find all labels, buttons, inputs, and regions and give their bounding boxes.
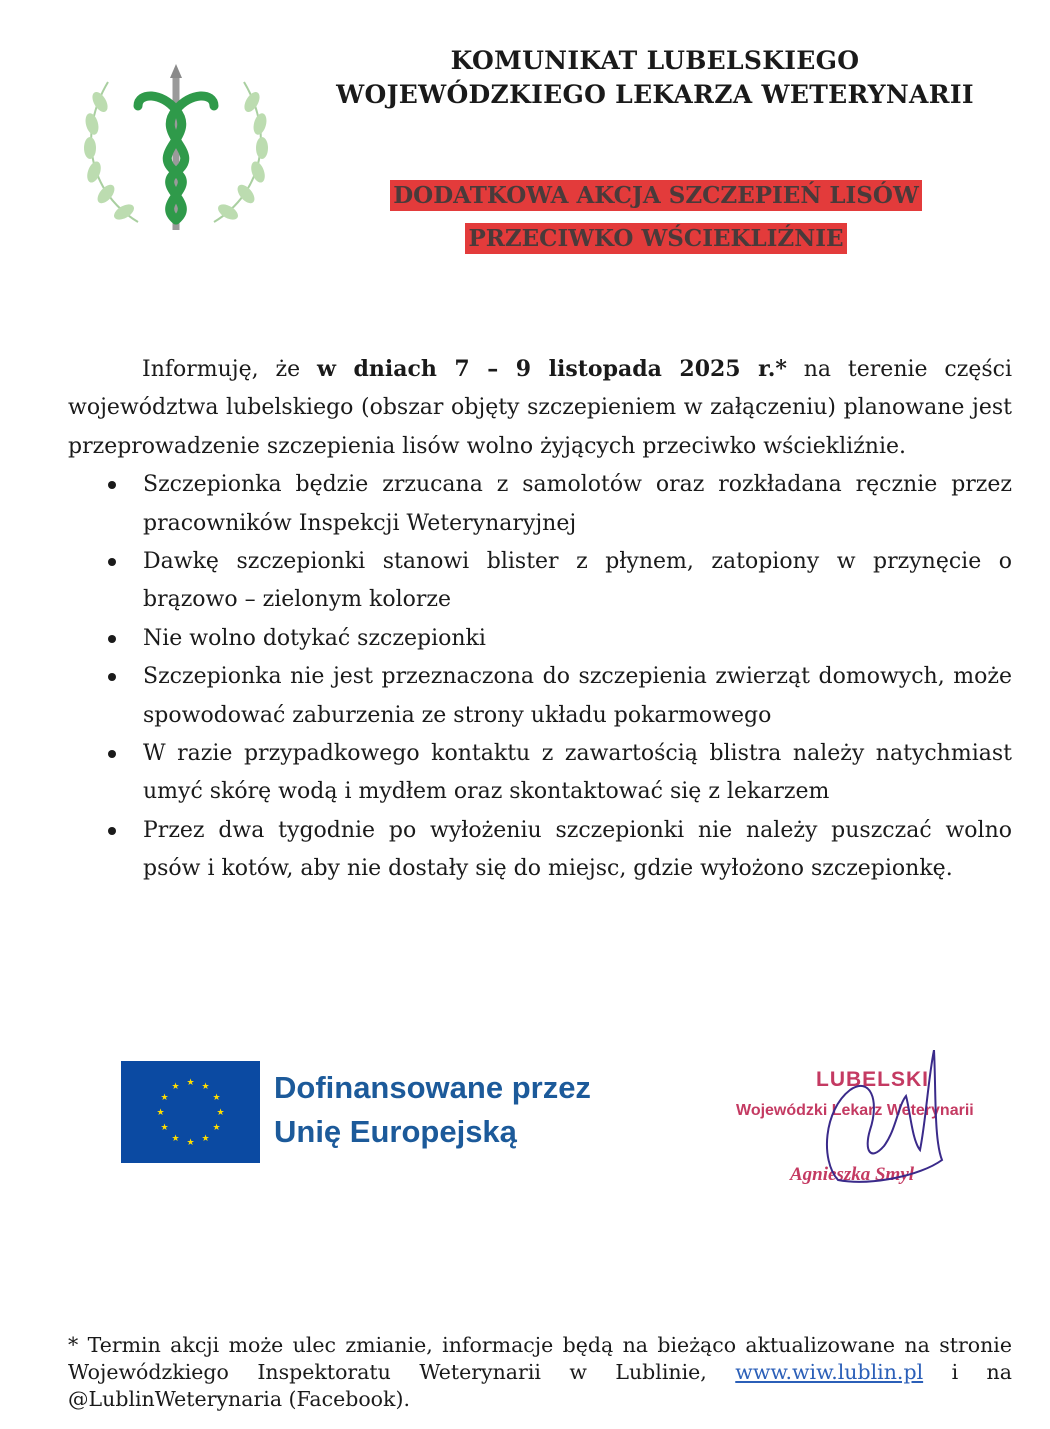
eu-star-icon: ★ xyxy=(186,1138,195,1148)
intro-dates: w dniach 7 – 9 listopada 2025 r.* xyxy=(317,356,787,382)
eu-line-1: Dofinansowane przez xyxy=(274,1070,591,1105)
stamp-line-3: Agnieszka Smyl xyxy=(790,1164,915,1185)
intro-paragraph xyxy=(68,350,1012,466)
banner-line-2: PRZECIWKO WŚCIEKLIŹNIE xyxy=(465,223,846,254)
title-line-2: WOJEWÓDZKIEGO LEKARZA WETERYNARII xyxy=(336,80,974,109)
eu-star-icon: ★ xyxy=(186,1078,195,1088)
announcement-body xyxy=(68,350,1012,889)
list-item: Nie wolno dotykać szczepionki xyxy=(68,620,1012,658)
footnote-text: * Termin akcji może ulec zmianie, informacje będą na bieżąco aktualizowane na stronie Wojewódzkiego Inspektoratu Weterynarii w Lublinie, xyxy=(68,1333,1012,1384)
handwritten-signature xyxy=(720,1050,1020,1200)
list-item: Przez dwa tygodnie po wyłożeniu szczepionki nie należy puszczać wolno psów i kotów, aby nie dostały się do miejsc, gdzie wyłożono szczepionkę. xyxy=(68,812,1012,889)
eu-star-icon: ★ xyxy=(216,1108,225,1118)
banner-line-1: DODATKOWA AKCJA SZCZEPIEŃ LISÓW xyxy=(390,180,922,211)
list-item: W razie przypadkowego kontaktu z zawartością blistra należy natychmiast umyć skórę wodą i mydłem oraz skontaktować się z lekarzem xyxy=(68,735,1012,812)
eu-star-icon: ★ xyxy=(201,1134,210,1144)
eu-star-icon: ★ xyxy=(212,1093,221,1103)
eu-star-icon: ★ xyxy=(171,1082,180,1092)
eu-star-icon: ★ xyxy=(212,1123,221,1133)
veterinary-caduceus-logo xyxy=(78,62,274,236)
list-item: Dawkę szczepionki stanowi blister z płynem, zatopiony w przynęcie o brązowo – zielonym kolorze xyxy=(68,543,1012,620)
list-item: Szczepionka nie jest przeznaczona do szczepienia zwierząt domowych, może spowodować zaburzenia ze strony układu pokarmowego xyxy=(68,658,1012,735)
list-item: Szczepionka będzie zrzucana z samolotów oraz rozkładana ręcznie przez pracowników Inspekcji Weterynaryjnej xyxy=(68,466,1012,543)
website-link[interactable]: www.wiw.lublin.pl xyxy=(735,1360,924,1384)
intro-suffix: na terenie części województwa lubelskiego (obszar objęty szczepieniem w załączeniu) planowane jest przeprowadzenie szczepienia lisów wolno żyjących przeciwko wściekliźnie. xyxy=(68,357,1012,459)
footnote-tail: i na @LublinWeterynaria (Facebook). xyxy=(68,1360,1012,1411)
eu-flag-icon xyxy=(121,1061,260,1163)
eu-star-icon: ★ xyxy=(201,1082,210,1092)
eu-line-2: Unię Europejską xyxy=(274,1114,517,1149)
title-line-1: KOMUNIKAT LUBELSKIEGO xyxy=(450,46,860,75)
action-banner xyxy=(370,174,942,260)
stamp-line-2: Wojewódzki Lekarz Weterynarii xyxy=(736,1102,974,1119)
stamp-line-1: LUBELSKI xyxy=(816,1068,929,1091)
eu-star-icon: ★ xyxy=(160,1123,169,1133)
footnote xyxy=(68,1332,1012,1413)
official-stamp xyxy=(720,1050,1020,1200)
eu-star-icon: ★ xyxy=(171,1134,180,1144)
eu-funding-label xyxy=(274,1066,591,1154)
intro-prefix: Informuję, że xyxy=(142,357,317,382)
page-title xyxy=(290,44,1020,112)
eu-star-icon: ★ xyxy=(156,1108,165,1118)
bullet-list xyxy=(68,466,1012,888)
eu-star-icon: ★ xyxy=(160,1093,169,1103)
